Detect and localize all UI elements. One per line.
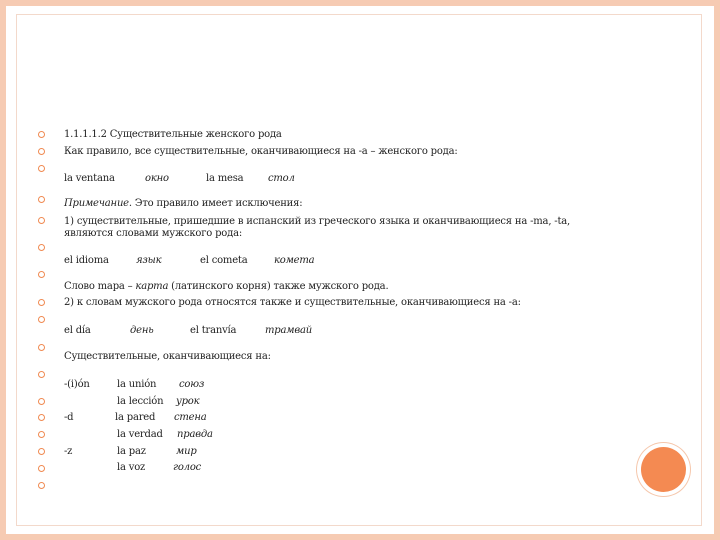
section-heading: 1.1.1.1.2 Существительные женского рода (64, 129, 282, 140)
translation: стол (268, 173, 295, 184)
mapa-line (64, 281, 388, 293)
ending-translation: стена (174, 412, 207, 423)
ending-translation: правда (177, 429, 213, 440)
endings-intro: Существительные, оканчивающиеся на: (64, 351, 271, 362)
frame-bottom (0, 534, 720, 540)
bullet-icon (38, 482, 45, 489)
mapa-suffix: (латинского корня) также мужского рода. (168, 281, 389, 292)
ending-word: la verdad (117, 429, 163, 440)
bullet-icon (38, 316, 45, 323)
ending-word: la voz (117, 462, 146, 473)
bullet-icon (38, 398, 45, 405)
bullet-icon (38, 271, 45, 278)
translation: язык (136, 255, 162, 266)
note-line (64, 198, 302, 210)
bullet-icon (38, 131, 45, 138)
bullet-icon (38, 371, 45, 378)
exception-1-cont: являются словами мужского рода: (64, 228, 242, 239)
exception-2: 2) к словам мужского рода относятся также и существительные, оканчивающиеся на -a: (64, 297, 521, 308)
bullet-icon (38, 448, 45, 455)
translation: трамвай (265, 325, 312, 336)
bullet-icon (38, 465, 45, 472)
rule-text: Как правило, все существительные, оканчивающиеся на -а – женского рода: (64, 146, 458, 157)
note-text: . Это правило имеет исключения: (128, 198, 303, 209)
decorative-circle (641, 447, 686, 492)
spanish-word: el día (64, 325, 91, 336)
note-label: Примечание (64, 198, 129, 209)
exception-1: 1) существительные, пришедшие в испанский из греческого языка и оканчивающиеся на -ma, -ta, (64, 216, 571, 227)
bullet-icon (38, 431, 45, 438)
spanish-word: el tranvía (190, 325, 237, 336)
translation: день (130, 325, 154, 336)
bullet-icon (38, 148, 45, 155)
bullet-icon (38, 299, 45, 306)
bullet-icon (38, 165, 45, 172)
ending-translation: урок (176, 396, 200, 407)
ending-word: la pared (115, 412, 156, 423)
spanish-word: el idioma (64, 255, 109, 266)
ending-word: la lección (117, 396, 164, 407)
bullet-icon (38, 414, 45, 421)
ending-word: la paz (117, 446, 146, 457)
frame-left (0, 0, 6, 540)
spanish-word: la mesa (206, 173, 244, 184)
spanish-word: la ventana (64, 173, 115, 184)
ending-word: la unión (117, 379, 157, 390)
bullet-icon (38, 244, 45, 251)
ending-suffix: -(i)ón (64, 379, 90, 390)
translation: комета (274, 255, 315, 266)
bullet-icon (38, 217, 45, 224)
bullet-icon (38, 344, 45, 351)
mapa-translation: карта (135, 281, 169, 292)
ending-suffix: -d (64, 412, 74, 423)
ending-translation: голос (173, 462, 202, 473)
translation: окно (145, 173, 169, 184)
frame-right (714, 0, 720, 540)
bullet-icon (38, 196, 45, 203)
frame-top (0, 0, 720, 6)
ending-suffix: -z (64, 446, 73, 457)
spanish-word: el cometa (200, 255, 248, 266)
ending-translation: союз (179, 379, 205, 390)
ending-translation: мир (176, 446, 197, 457)
mapa-prefix: Слово mapa – (64, 281, 136, 292)
